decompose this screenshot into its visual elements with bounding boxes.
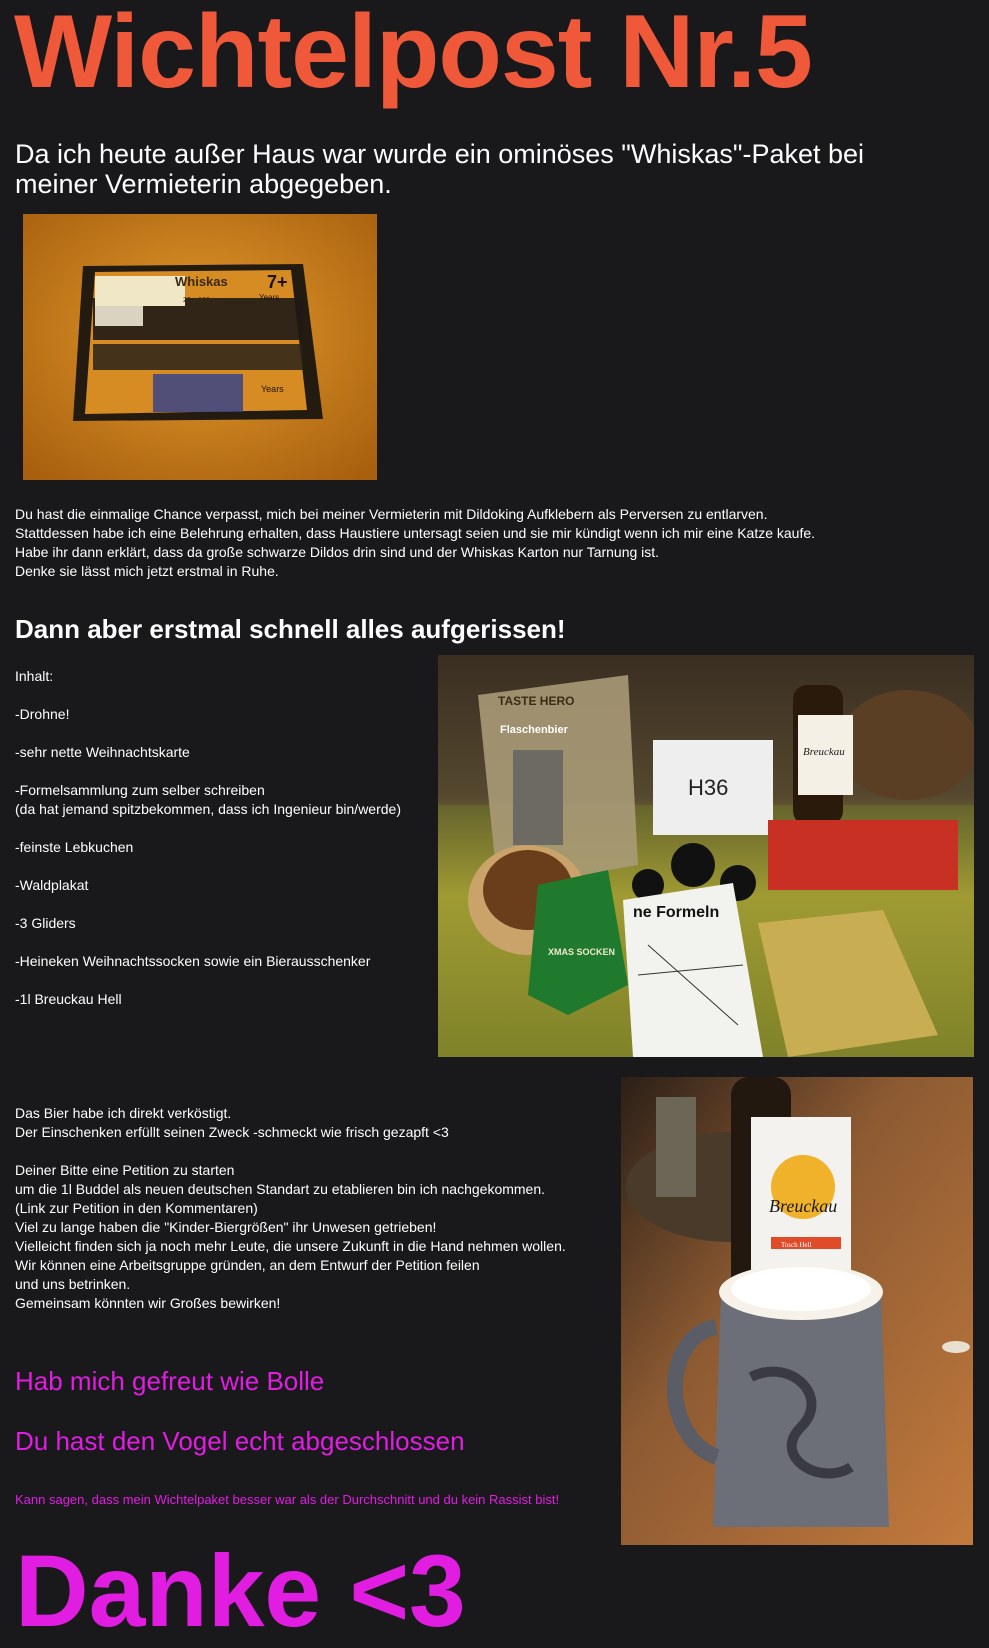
formeln-label: ne Formeln [633, 904, 720, 921]
beer-paragraph-1: Das Bier habe ich direkt verköstigt. Der Einschenken erfüllt seinen Zweck -schmeckt wie frisch gezapft <3 [15, 1105, 449, 1140]
list-item: -Formelsammlung zum selber schreiben (da hat jemand spitzbekommen, dass ich Ingenieur bin/werde) [15, 782, 401, 817]
drone-model-label: H36 [688, 775, 729, 800]
list-item: -Waldplakat [15, 877, 89, 893]
list-item: -3 Gliders [15, 915, 76, 931]
list-item: -1l Breuckau Hell [15, 991, 122, 1007]
beer-paragraph-2: Deiner Bitte eine Petition zu starten um die 1l Buddel als neuen deutschen Standart zu etablieren bin ich nachgekommen. (Link zur Petition in den Kommentaren) Viel zu lange haben die "Kinder-Biergrößen" ihr Unwesen getrieben! Vielleicht finden sich ja noch mehr Leute, die unsere Zukunft in die Hand nehmen wollen. Wir können eine Arbeitsgruppe gründen, an dem Entwurf der Petition feilen und uns betrinken. Gemeinsam könnten wir Großes bewirken! [15, 1162, 566, 1311]
list-item: -feinste Lebkuchen [15, 839, 134, 855]
whiskas-box-age: 7+ [267, 272, 288, 292]
list-item: -Drohne! [15, 706, 70, 722]
closing-line-2: Du hast den Vogel echt abgeschlossen [15, 1426, 465, 1456]
page-title: Wichtelpost Nr.5 [14, 0, 812, 110]
whiskas-box-weight: 20 x 100 g [183, 297, 216, 304]
beer-text-block [15, 1104, 615, 1313]
breuckau-tag-label: Breuckau [769, 1196, 838, 1216]
breuckau-bottle-label: Breuckau [803, 746, 845, 758]
contents-list [15, 667, 435, 1009]
tastehero-label: TASTE HERO [498, 694, 575, 708]
closing-line-3: Kann sagen, dass mein Wichtelpaket besser war als der Durchschnitt und du kein Rassist bist! [15, 1492, 560, 1507]
socks-label: XMAS SOCKEN [548, 947, 616, 957]
whiskas-box-years-top: Years [259, 293, 280, 302]
story-line: Stattdessen habe ich eine Belehrung erhalten, dass Haustiere untersagt seien und sie mir kündigt wenn ich mir eine Katze kaufe. [15, 525, 816, 541]
unpack-heading: Dann aber erstmal schnell alles aufgerissen! [15, 614, 566, 644]
story-line: Du hast die einmalige Chance verpasst, mich bei meiner Vermieterin mit Dildoking Aufklebern als Perversen zu entlarven. [15, 506, 768, 522]
breuckau-tag-sublabel: Tosch Hell [781, 1241, 812, 1249]
contents-label: Inhalt: [15, 668, 54, 684]
gift-contents-photo [438, 655, 974, 1057]
thanks-heading: Danke <3 [15, 1534, 466, 1648]
closing-line-1: Hab mich gefreut wie Bolle [15, 1366, 325, 1396]
intro-text: Da ich heute außer Haus war wurde ein ominöses "Whiskas"-Paket bei meiner Vermieterin abgegeben. [15, 139, 865, 199]
list-item: -sehr nette Weihnachtskarte [15, 744, 190, 760]
flaschenbier-label: Flaschenbier [500, 724, 568, 736]
whiskas-box-years-bottom: Years [261, 384, 284, 394]
list-item: -Heineken Weihnachtssocken sowie ein Bierausschenker [15, 953, 371, 969]
story-paragraph [15, 505, 915, 581]
story-line: Habe ihr dann erklärt, dass da große schwarze Dildos drin sind und der Whiskas Karton nur Tarnung ist. [15, 544, 660, 560]
story-line: Denke sie lässt mich jetzt erstmal in Ruhe. [15, 563, 279, 579]
whiskas-package-photo [23, 214, 377, 480]
whiskas-box-brand: Whiskas [175, 274, 228, 289]
beer-mug-photo [621, 1077, 973, 1545]
